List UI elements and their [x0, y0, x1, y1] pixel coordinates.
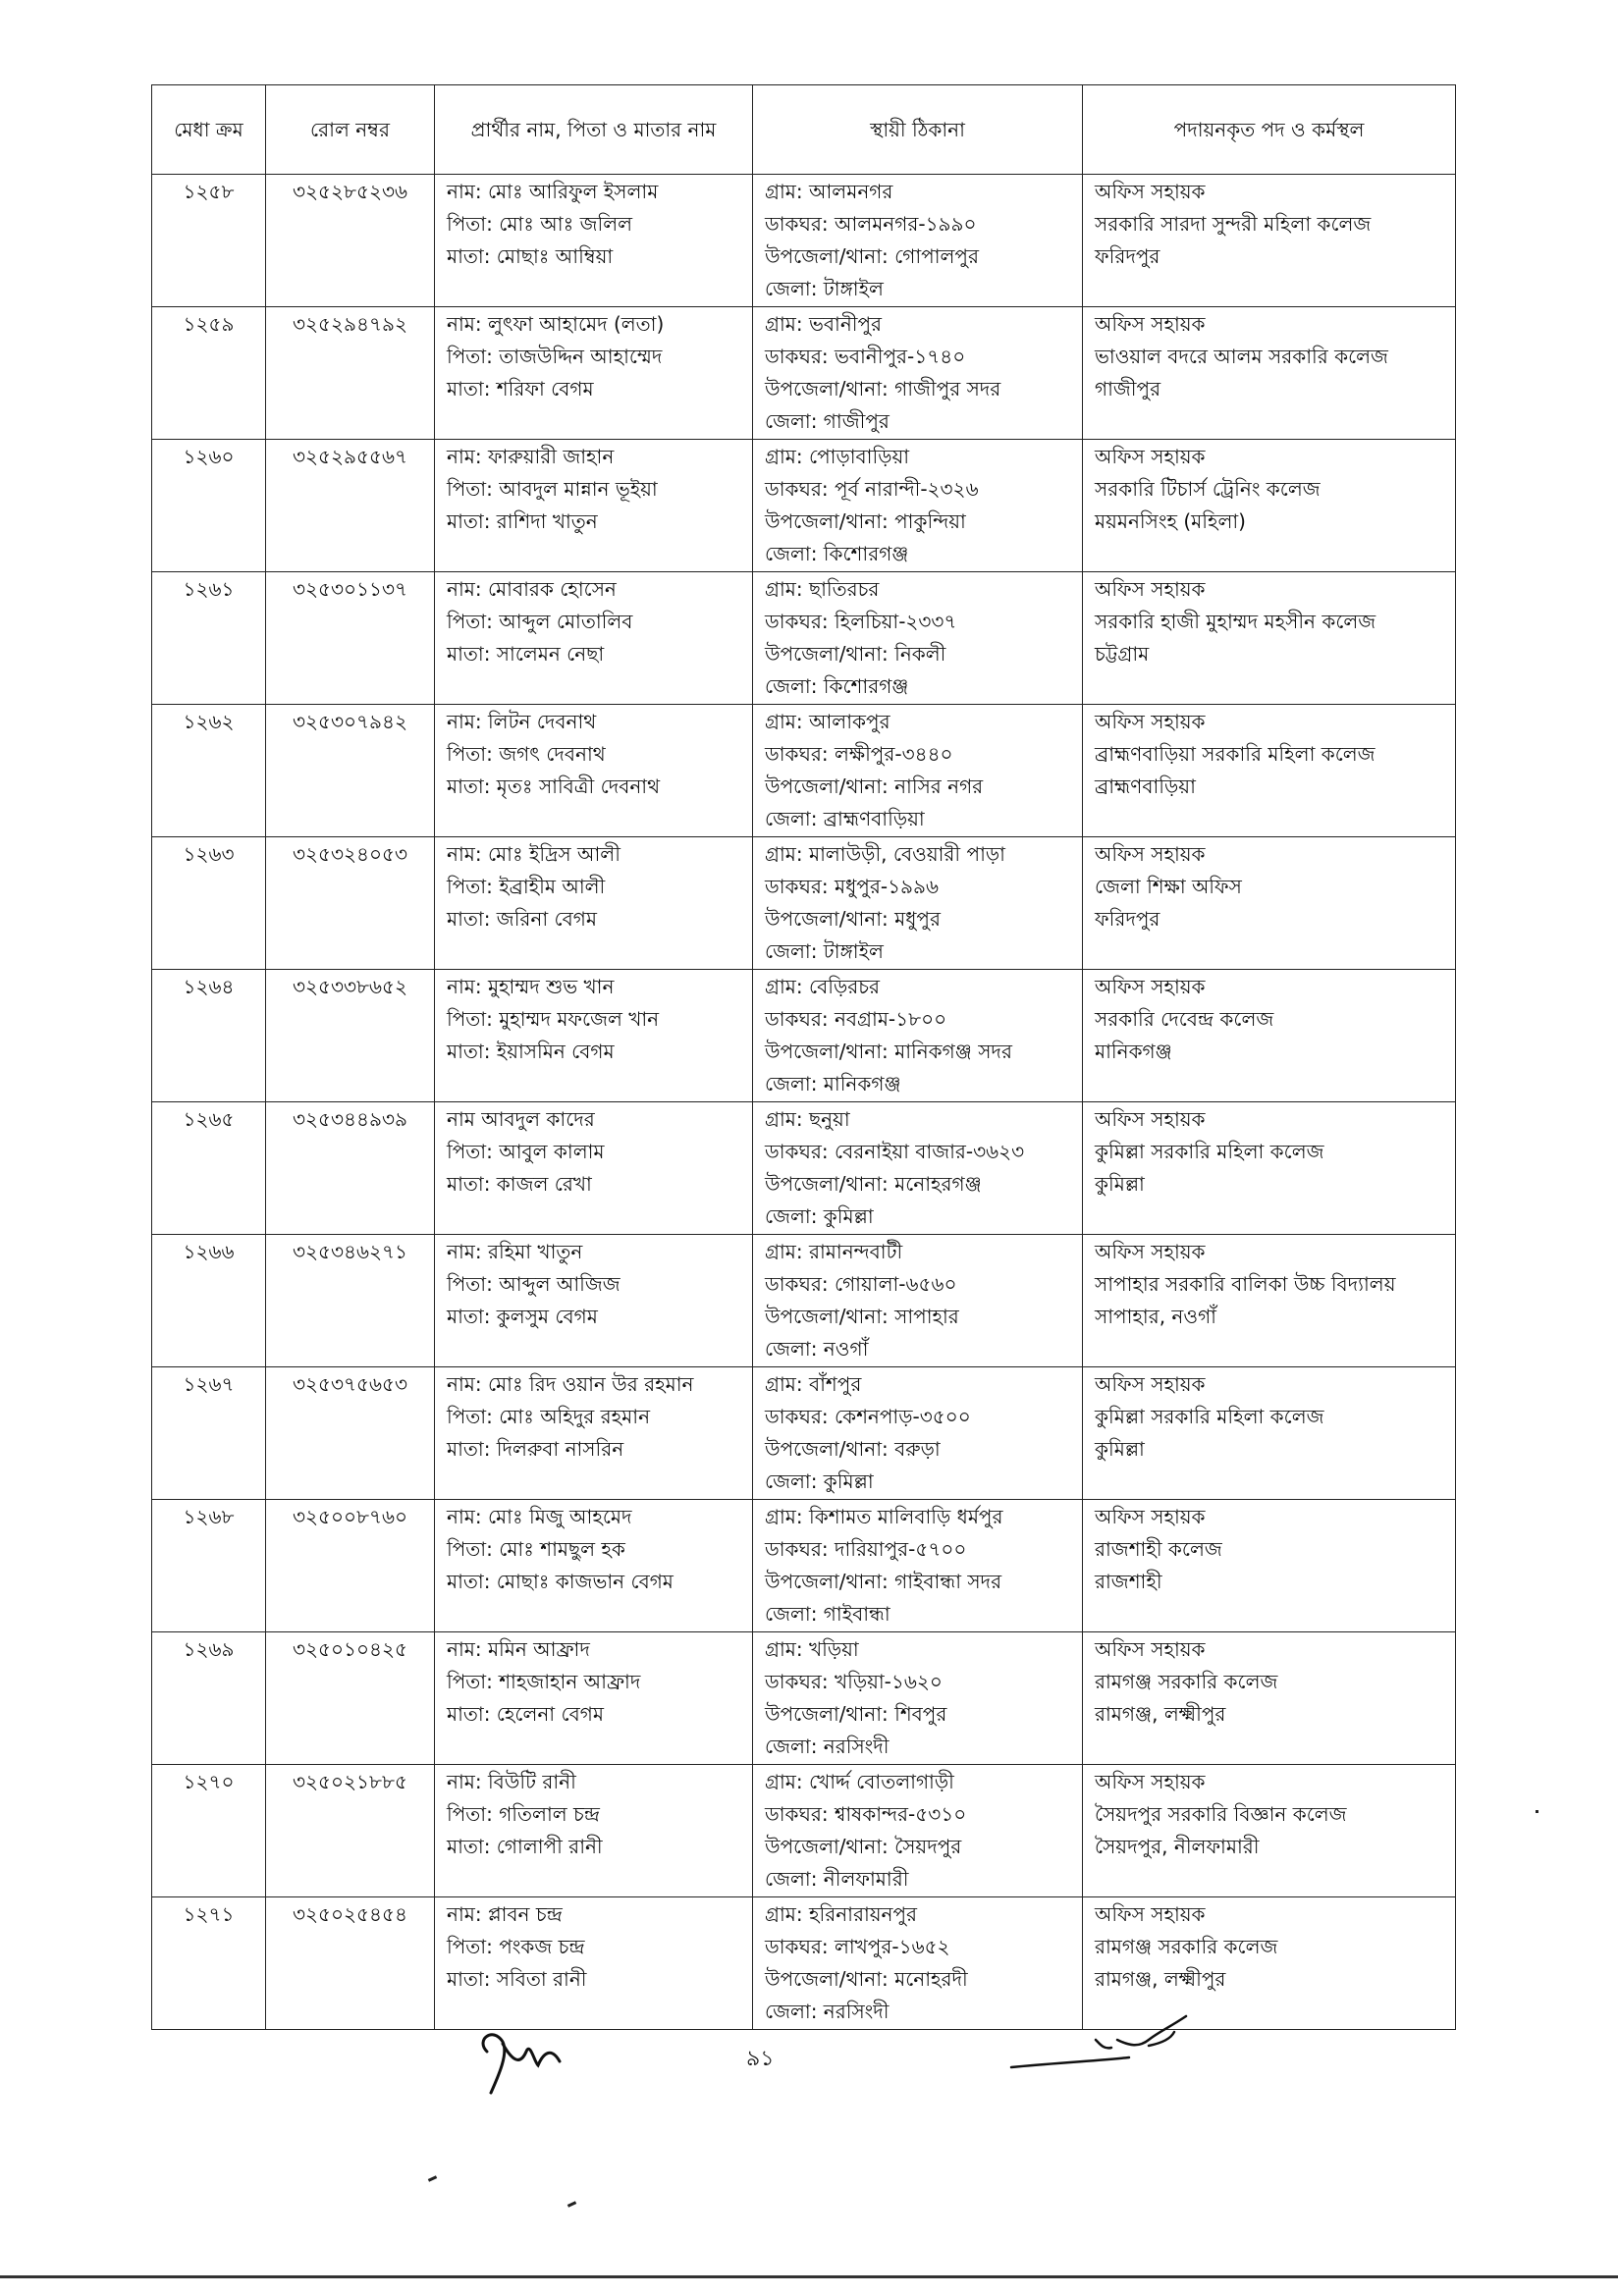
- posting-cell: [1083, 837, 1456, 970]
- address-line: ডাকঘর: হিলচিয়া-২৩৩৭: [765, 610, 957, 633]
- address-line: জেলা: ব্রাহ্মণবাড়িয়া: [765, 807, 925, 830]
- posting-cell: [1083, 1102, 1456, 1235]
- address-line: উপজেলা/থানা: গাজীপুর সদর: [765, 377, 1001, 400]
- merit-cell: ১২৬৭: [152, 1367, 266, 1500]
- merit-cell: ১২৬১: [152, 572, 266, 705]
- address-line: ডাকঘর: মধুপুর-১৯৯৬: [765, 875, 940, 898]
- posting-line: সাপাহার সরকারি বালিকা উচ্চ বিদ্যালয়: [1095, 1272, 1396, 1296]
- address-line: গ্রাম: ছাতিরচর: [765, 577, 880, 601]
- posting-line: কুমিল্লা সরকারি মহিলা কলেজ: [1095, 1405, 1324, 1428]
- name-line: নাম: ফারুয়ারী জাহান: [447, 445, 615, 468]
- posting-line: রাজশাহী: [1095, 1570, 1162, 1593]
- name-cell: [435, 1632, 753, 1765]
- name-line: পিতা: শাহজাহান আফ্রাদ: [447, 1670, 641, 1693]
- table-row: [152, 307, 1456, 440]
- name-line: নাম: বিউটি রানী: [447, 1770, 576, 1793]
- name-cell: [435, 440, 753, 572]
- table-row: [152, 705, 1456, 837]
- address-line: গ্রাম: আলাকপুর: [765, 710, 890, 733]
- bottom-rule: [0, 2275, 1618, 2278]
- posting-line: অফিস সহায়ক: [1095, 975, 1206, 998]
- address-line: উপজেলা/থানা: নাসির নগর: [765, 774, 984, 798]
- roll-cell: ৩২৫৩৪৪৯৩৯: [266, 1102, 435, 1235]
- name-line: নাম: মুহাম্মদ শুভ খান: [447, 975, 615, 998]
- merit-list-table: [151, 84, 1456, 2030]
- address-cell: [753, 175, 1083, 307]
- name-line: পিতা: তাজউদ্দিন আহাম্মেদ: [447, 345, 663, 368]
- name-cell: [435, 175, 753, 307]
- address-line: গ্রাম: ছনুয়া: [765, 1107, 850, 1131]
- posting-cell: [1083, 572, 1456, 705]
- merit-cell: ১২৭১: [152, 1897, 266, 2030]
- posting-line: ফরিদপুর: [1095, 244, 1160, 268]
- name-line: মাতা: হেলেনা বেগম: [447, 1702, 604, 1726]
- posting-line: অফিস সহায়ক: [1095, 1902, 1206, 1926]
- name-line: নাম: লুৎফা আহামেদ (লতা): [447, 312, 665, 336]
- name-line: পিতা: মোঃ অহিদুর রহমান: [447, 1405, 651, 1428]
- name-line: মাতা: কাজল রেখা: [447, 1172, 592, 1196]
- table-header-row: [152, 85, 1456, 175]
- posting-cell: [1083, 1500, 1456, 1632]
- posting-line: রামগঞ্জ সরকারি কলেজ: [1095, 1935, 1278, 1958]
- address-line: জেলা: মানিকগঞ্জ: [765, 1072, 901, 1095]
- table-row: [152, 837, 1456, 970]
- posting-cell: [1083, 1765, 1456, 1897]
- posting-line: জেলা শিক্ষা অফিস: [1095, 875, 1242, 898]
- stray-dot: [1536, 1810, 1538, 1813]
- posting-line: সাপাহার, নওগাঁ: [1095, 1305, 1216, 1328]
- posting-line: ব্রাহ্মণবাড়িয়া: [1095, 774, 1196, 798]
- address-line: ডাকঘর: শ্বাষকান্দর-৫৩১০: [765, 1802, 967, 1826]
- posting-line: কুমিল্লা: [1095, 1172, 1145, 1196]
- posting-line: অফিস সহায়ক: [1095, 1240, 1206, 1263]
- posting-line: অফিস সহায়ক: [1095, 577, 1206, 601]
- address-line: উপজেলা/থানা: গাইবান্ধা সদর: [765, 1570, 1002, 1593]
- name-line: নাম: মোঃ ইদ্রিস আলী: [447, 842, 620, 866]
- header-posting: পদায়নকৃত পদ ও কর্মস্থল: [1083, 85, 1456, 175]
- roll-cell: ৩২৫৩৪৬২৭১: [266, 1235, 435, 1367]
- address-line: উপজেলা/থানা: সাপাহার: [765, 1305, 959, 1328]
- address-line: উপজেলা/থানা: শিবপুর: [765, 1702, 947, 1726]
- posting-line: ময়মনসিংহ (মহিলা): [1095, 509, 1246, 533]
- posting-line: অফিস সহায়ক: [1095, 710, 1206, 733]
- posting-cell: [1083, 1235, 1456, 1367]
- posting-line: সরকারি দেবেন্দ্র কলেজ: [1095, 1007, 1274, 1031]
- address-cell: [753, 705, 1083, 837]
- name-line: নাম: মমিন আফ্রাদ: [447, 1637, 590, 1661]
- posting-line: অফিস সহায়ক: [1095, 1372, 1206, 1396]
- name-line: মাতা: মৃতঃ সাবিত্রী দেবনাথ: [447, 774, 661, 798]
- posting-line: সরকারি টিচার্স ট্রেনিং কলেজ: [1095, 477, 1321, 501]
- posting-line: মানিকগঞ্জ: [1095, 1040, 1172, 1063]
- posting-line: গাজীপুর: [1095, 377, 1161, 400]
- address-line: ডাকঘর: খড়িয়া-১৬২০: [765, 1670, 943, 1693]
- name-line: মাতা: জরিনা বেগম: [447, 907, 597, 931]
- posting-cell: [1083, 970, 1456, 1102]
- posting-line: অফিস সহায়ক: [1095, 445, 1206, 468]
- address-line: জেলা: নওগাঁ: [765, 1337, 869, 1361]
- address-line: ডাকঘর: লক্ষীপুর-৩৪৪০: [765, 742, 953, 766]
- roll-cell: ৩২৫৩০১১৩৭: [266, 572, 435, 705]
- address-line: ডাকঘর: আলমনগর-১৯৯০: [765, 212, 977, 236]
- table-row: [152, 440, 1456, 572]
- posting-line: অফিস সহায়ক: [1095, 1107, 1206, 1131]
- address-line: গ্রাম: খোর্দ্দ বোতলাগাড়ী: [765, 1770, 954, 1793]
- table-row: [152, 1500, 1456, 1632]
- header-merit: মেধা ক্রম: [152, 85, 266, 175]
- address-line: গ্রাম: ভবানীপুর: [765, 312, 883, 336]
- name-line: নাম আবদুল কাদের: [447, 1107, 595, 1131]
- merit-cell: ১২৬৪: [152, 970, 266, 1102]
- right-signature: [1001, 2010, 1217, 2079]
- table-row: [152, 1897, 1456, 2030]
- table-row: [152, 175, 1456, 307]
- posting-line: রামগঞ্জ, লক্ষ্মীপুর: [1095, 1967, 1226, 1991]
- address-line: গ্রাম: পোড়াবাড়িয়া: [765, 445, 910, 468]
- header-address: স্থায়ী ঠিকানা: [753, 85, 1083, 175]
- name-cell: [435, 1367, 753, 1500]
- address-cell: [753, 837, 1083, 970]
- address-cell: [753, 440, 1083, 572]
- header-roll: রোল নম্বর: [266, 85, 435, 175]
- name-line: নাম: মোঃ আরিফুল ইসলাম: [447, 180, 659, 203]
- posting-cell: [1083, 440, 1456, 572]
- address-line: ডাকঘর: বেরনাইয়া বাজার-৩৬২৩: [765, 1140, 1025, 1163]
- merit-cell: ১২৫৯: [152, 307, 266, 440]
- roll-cell: ৩২৫০২১৮৮৫: [266, 1765, 435, 1897]
- address-cell: [753, 572, 1083, 705]
- merit-cell: ১২৬২: [152, 705, 266, 837]
- name-line: মাতা: শরিফা বেগম: [447, 377, 594, 400]
- posting-cell: [1083, 307, 1456, 440]
- posting-line: কুমিল্লা সরকারি মহিলা কলেজ: [1095, 1140, 1324, 1163]
- name-line: পিতা: মুহাম্মদ মফজেল খান: [447, 1007, 660, 1031]
- merit-cell: ১২৭০: [152, 1765, 266, 1897]
- address-line: উপজেলা/থানা: মানিকগঞ্জ সদর: [765, 1040, 1012, 1063]
- posting-cell: [1083, 1367, 1456, 1500]
- name-line: নাম: মোবারক হোসেন: [447, 577, 617, 601]
- address-line: ডাকঘর: গোয়ালা-৬৫৬০: [765, 1272, 957, 1296]
- address-line: উপজেলা/থানা: সৈয়দপুর: [765, 1835, 962, 1858]
- address-line: উপজেলা/থানা: মনোহরদী: [765, 1967, 968, 1991]
- table-row: [152, 1632, 1456, 1765]
- name-line: মাতা: মোছাঃ আম্বিয়া: [447, 244, 614, 268]
- posting-cell: [1083, 175, 1456, 307]
- address-cell: [753, 1102, 1083, 1235]
- address-line: ডাকঘর: দারিয়াপুর-৫৭০০: [765, 1537, 967, 1561]
- address-line: জেলা: কিশোরগঞ্জ: [765, 674, 909, 698]
- roll-cell: ৩২৫২৯৫৫৬৭: [266, 440, 435, 572]
- address-line: গ্রাম: বাঁশপুর: [765, 1372, 862, 1396]
- address-line: গ্রাম: কিশামত মালিবাড়ি ধর্মপুর: [765, 1505, 1003, 1528]
- address-cell: [753, 1367, 1083, 1500]
- name-line: পিতা: পংকজ চন্দ্র: [447, 1935, 585, 1958]
- posting-line: ফরিদপুর: [1095, 907, 1160, 931]
- name-cell: [435, 307, 753, 440]
- address-line: জেলা: গাজীপুর: [765, 409, 890, 433]
- address-line: উপজেলা/থানা: মধুপুর: [765, 907, 942, 931]
- address-line: জেলা: টাঙ্গাইল: [765, 939, 884, 963]
- name-cell: [435, 572, 753, 705]
- address-cell: [753, 1500, 1083, 1632]
- roll-cell: ৩২৫৩২৪০৫৩: [266, 837, 435, 970]
- name-line: পিতা: গতিলাল চন্দ্র: [447, 1802, 600, 1826]
- name-cell: [435, 1765, 753, 1897]
- posting-cell: [1083, 705, 1456, 837]
- name-cell: [435, 970, 753, 1102]
- roll-cell: ৩২৫৩৩৮৬৫২: [266, 970, 435, 1102]
- address-line: ডাকঘর: লাখপুর-১৬৫২: [765, 1935, 950, 1958]
- posting-line: চট্টগ্রাম: [1095, 642, 1150, 666]
- roll-cell: ৩২৫০১০৪২৫: [266, 1632, 435, 1765]
- name-line: পিতা: মোঃ শামছুল হক: [447, 1537, 625, 1561]
- address-cell: [753, 1235, 1083, 1367]
- table-row: [152, 1367, 1456, 1500]
- posting-line: অফিস সহায়ক: [1095, 1637, 1206, 1661]
- posting-line: সৈয়দপুর, নীলফামারী: [1095, 1835, 1260, 1858]
- table-row: [152, 572, 1456, 705]
- name-cell: [435, 1897, 753, 2030]
- merit-cell: ১২৫৮: [152, 175, 266, 307]
- merit-cell: ১২৬৯: [152, 1632, 266, 1765]
- address-cell: [753, 1632, 1083, 1765]
- address-line: গ্রাম: হরিনারায়নপুর: [765, 1902, 918, 1926]
- name-line: পিতা: মোঃ আঃ জলিল: [447, 212, 633, 236]
- address-line: গ্রাম: বেড়িরচর: [765, 975, 881, 998]
- posting-line: সরকারি সারদা সুন্দরী মহিলা কলেজ: [1095, 212, 1372, 236]
- address-line: উপজেলা/থানা: মনোহরগঞ্জ: [765, 1172, 982, 1196]
- name-line: মাতা: সবিতা রানী: [447, 1967, 587, 1991]
- address-line: উপজেলা/থানা: নিকলী: [765, 642, 946, 666]
- name-line: মাতা: কুলসুম বেগম: [447, 1305, 598, 1328]
- address-cell: [753, 970, 1083, 1102]
- address-line: উপজেলা/থানা: গোপালপুর: [765, 244, 979, 268]
- address-line: ডাকঘর: ভবানীপুর-১৭৪০: [765, 345, 966, 368]
- roll-cell: ৩২৫৩০৭৯৪২: [266, 705, 435, 837]
- name-line: মাতা: রাশিদা খাতুন: [447, 509, 598, 533]
- posting-line: ভাওয়াল বদরে আলম সরকারি কলেজ: [1095, 345, 1388, 368]
- name-line: নাম: লিটন দেবনাথ: [447, 710, 597, 733]
- posting-line: অফিস সহায়ক: [1095, 312, 1206, 336]
- name-line: নাম: প্লাবন চন্দ্র: [447, 1902, 563, 1926]
- name-line: পিতা: ইব্রাহীম আলী: [447, 875, 606, 898]
- posting-cell: [1083, 1632, 1456, 1765]
- posting-line: সরকারি হাজী মুহাম্মদ মহসীন কলেজ: [1095, 610, 1376, 633]
- merit-cell: ১২৬৬: [152, 1235, 266, 1367]
- table-row: [152, 1765, 1456, 1897]
- header-name: প্রার্থীর নাম, পিতা ও মাতার নাম: [435, 85, 753, 175]
- address-line: গ্রাম: মালাউড়ী, বেওয়ারী পাড়া: [765, 842, 1005, 866]
- address-line: ডাকঘর: কেশনপাড়-৩৫০০: [765, 1405, 971, 1428]
- merit-cell: ১২৬৩: [152, 837, 266, 970]
- name-line: নাম: মোঃ রিদ ওয়ান উর রহমান: [447, 1372, 694, 1396]
- name-line: মাতা: সালেমন নেছা: [447, 642, 605, 666]
- roll-cell: ৩২৫২৮৫২৩৬: [266, 175, 435, 307]
- posting-line: অফিস সহায়ক: [1095, 1770, 1206, 1793]
- table-body: [152, 175, 1456, 2030]
- roll-cell: ৩২৫০২৫৪৫৪: [266, 1897, 435, 2030]
- address-cell: [753, 1765, 1083, 1897]
- address-line: ডাকঘর: নবগ্রাম-১৮০০: [765, 1007, 947, 1031]
- name-cell: [435, 837, 753, 970]
- name-line: পিতা: আবদুল মান্নান ভূইয়া: [447, 477, 658, 501]
- name-cell: [435, 1235, 753, 1367]
- merit-cell: ১২৬৮: [152, 1500, 266, 1632]
- address-line: জেলা: নরসিংদী: [765, 2000, 890, 2023]
- stray-mark: [428, 2175, 437, 2182]
- address-cell: [753, 307, 1083, 440]
- table-row: [152, 1235, 1456, 1367]
- posting-line: কুমিল্লা: [1095, 1437, 1145, 1461]
- name-cell: [435, 705, 753, 837]
- name-line: নাম: মোঃ মিজু আহমেদ: [447, 1505, 632, 1528]
- name-line: পিতা: আবুল কালাম: [447, 1140, 605, 1163]
- address-line: গ্রাম: রামানন্দবাটী: [765, 1240, 903, 1263]
- table-row: [152, 1102, 1456, 1235]
- stray-mark: [567, 2201, 576, 2208]
- address-line: গ্রাম: আলমনগর: [765, 180, 893, 203]
- posting-line: ব্রাহ্মণবাড়িয়া সরকারি মহিলা কলেজ: [1095, 742, 1375, 766]
- address-line: জেলা: কিশোরগঞ্জ: [765, 542, 909, 565]
- name-line: মাতা: মোছাঃ কাজভান বেগম: [447, 1570, 674, 1593]
- address-line: জেলা: কুমিল্লা: [765, 1469, 874, 1493]
- address-line: জেলা: কুমিল্লা: [765, 1204, 874, 1228]
- name-line: নাম: রহিমা খাতুন: [447, 1240, 583, 1263]
- posting-line: অফিস সহায়ক: [1095, 180, 1206, 203]
- posting-line: অফিস সহায়ক: [1095, 842, 1206, 866]
- address-line: জেলা: নীলফামারী: [765, 1867, 909, 1891]
- address-line: জেলা: গাইবান্ধা: [765, 1602, 890, 1626]
- address-line: ডাকঘর: পূর্ব নারান্দী-২৩২৬: [765, 477, 979, 501]
- merit-cell: ১২৬৫: [152, 1102, 266, 1235]
- name-line: মাতা: গোলাপী রানী: [447, 1835, 603, 1858]
- page-number: ৯১: [746, 2047, 775, 2071]
- name-cell: [435, 1102, 753, 1235]
- name-line: পিতা: জগৎ দেবনাথ: [447, 742, 606, 766]
- table-row: [152, 970, 1456, 1102]
- roll-cell: ৩২৫০০৮৭৬০: [266, 1500, 435, 1632]
- address-line: জেলা: টাঙ্গাইল: [765, 277, 884, 300]
- posting-line: রামগঞ্জ সরকারি কলেজ: [1095, 1670, 1278, 1693]
- posting-line: সৈয়দপুর সরকারি বিজ্ঞান কলেজ: [1095, 1802, 1347, 1826]
- name-line: পিতা: আব্দুল আজিজ: [447, 1272, 620, 1296]
- address-line: গ্রাম: খড়িয়া: [765, 1637, 859, 1661]
- left-signature: [469, 2022, 577, 2105]
- address-line: জেলা: নরসিংদী: [765, 1735, 890, 1758]
- merit-cell: ১২৬০: [152, 440, 266, 572]
- name-line: মাতা: দিলরুবা নাসরিন: [447, 1437, 624, 1461]
- address-line: উপজেলা/থানা: বরুড়া: [765, 1437, 941, 1461]
- posting-line: অফিস সহায়ক: [1095, 1505, 1206, 1528]
- posting-line: রামগঞ্জ, লক্ষ্মীপুর: [1095, 1702, 1226, 1726]
- roll-cell: ৩২৫৩৭৫৬৫৩: [266, 1367, 435, 1500]
- posting-line: রাজশাহী কলেজ: [1095, 1537, 1222, 1561]
- name-cell: [435, 1500, 753, 1632]
- address-line: উপজেলা/থানা: পাকুন্দিয়া: [765, 509, 966, 533]
- name-line: পিতা: আব্দুল মোতালিব: [447, 610, 633, 633]
- roll-cell: ৩২৫২৯৪৭৯২: [266, 307, 435, 440]
- name-line: মাতা: ইয়াসমিন বেগম: [447, 1040, 615, 1063]
